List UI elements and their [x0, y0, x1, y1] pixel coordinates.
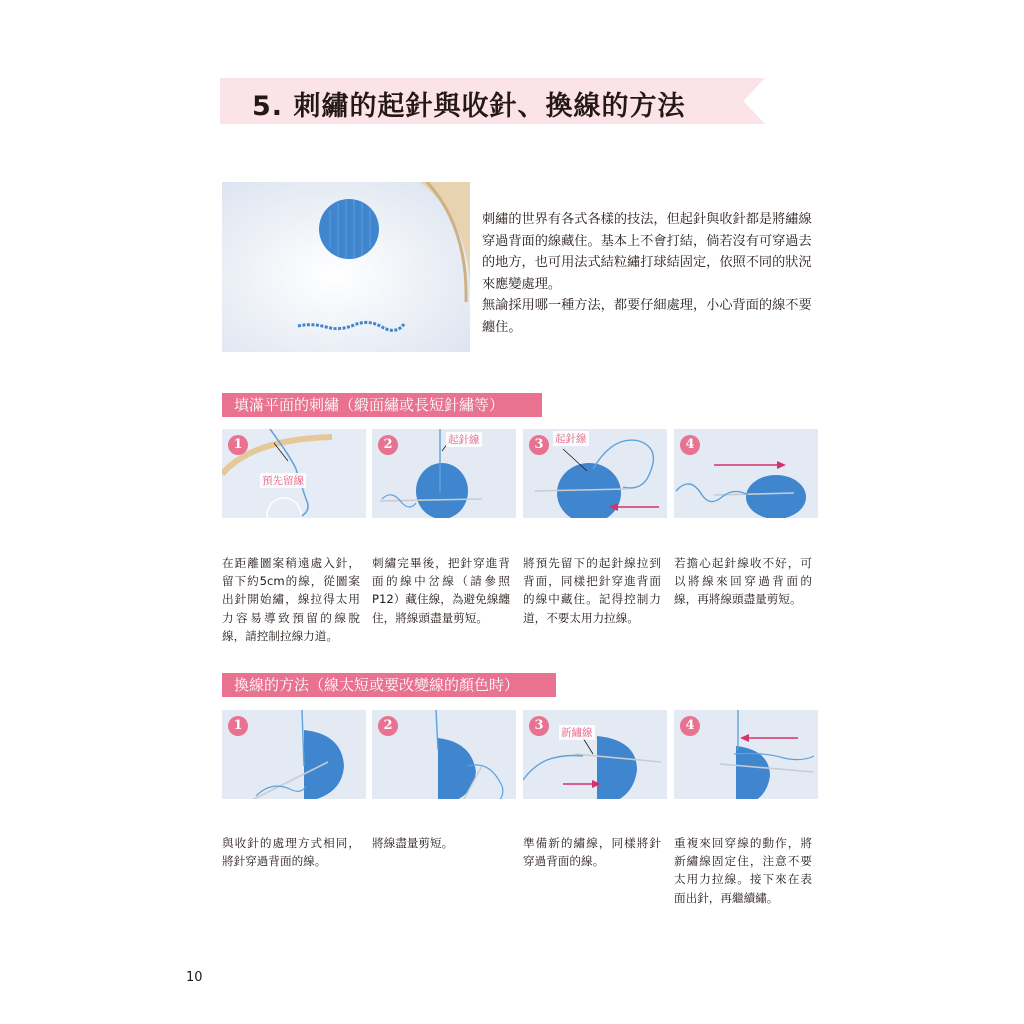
photo-label-start-thread: 起針線 [555, 433, 587, 445]
step-number: 4 [680, 435, 700, 455]
photo-label-start-thread: 起針線 [448, 434, 480, 446]
intro-text [482, 209, 818, 338]
intro-paragraph-2: 無論採用哪一種方法，都要仔細處理，小心背面的線不要纏住。 [482, 298, 812, 335]
step-number: 3 [529, 435, 549, 455]
step-text-fill-1: 在距離圖案稍遠處入針，留下約5cm的線，從圖案出針開始繡，線拉得太用力容易導致預留的線脫線，請控制拉線力道。 [222, 556, 360, 643]
step-photo-fill-2 [372, 429, 516, 518]
step-photo-fill-1 [222, 429, 366, 518]
page-number: 10 [186, 970, 203, 985]
step-number: 2 [378, 716, 398, 736]
step-number: 4 [680, 716, 700, 736]
photo-label-prelaid-thread: 預先留線 [262, 475, 304, 487]
section-header-fill: 填滿平面的刺繡（緞面繡或長短針繡等） [222, 393, 542, 417]
step-text-fill-3: 將預先留下的起針線拉到背面，同樣把針穿進背面的線中藏住。記得控制力道，不要太用力拉線。 [523, 556, 661, 625]
step-text-change-2: 將線盡量剪短。 [372, 836, 454, 850]
step-number: 1 [228, 435, 248, 455]
step-text-change-1: 與收針的處理方式相同，將針穿過背面的線。 [222, 836, 360, 869]
step-photo-change-4 [674, 710, 818, 799]
step-photo-change-1 [222, 710, 366, 799]
page-title: 5. 刺繡的起針與收針、換線的方法 [252, 91, 686, 122]
step-text-change-3: 準備新的繡線，同樣將針穿過背面的線。 [523, 836, 661, 869]
section-header-change-thread: 換線的方法（線太短或要改變線的顏色時） [222, 673, 556, 697]
step-photo-fill-4 [674, 429, 818, 518]
step-text-change-4: 重複來回穿線的動作，將新繡線固定住，注意不要太用力拉線。接下來在表面出針，再繼續繡。 [674, 836, 812, 905]
step-photo-change-3 [523, 710, 667, 799]
step-number: 2 [378, 435, 398, 455]
step-photo-fill-3 [523, 429, 667, 518]
step-text-fill-4: 若擔心起針線收不好，可以將線來回穿過背面的線，再將線頭盡量剪短。 [674, 556, 812, 607]
step-number: 3 [529, 716, 549, 736]
step-photo-change-2 [372, 710, 516, 799]
intro-photo [222, 182, 470, 352]
step-text-fill-2: 刺繡完畢後，把針穿進背面的線中岔線（請參照P12）藏住線，為避免線纏住，將線頭盡量剪短。 [372, 556, 510, 625]
intro-paragraph-1: 刺繡的世界有各式各樣的技法，但起針與收針都是將繡線穿過背面的線藏住。基本上不會打結，倘若沒有可穿過去的地方，也可用法式結粒繡打球結固定，依照不同的狀況來應變處理。 [482, 212, 812, 292]
step-number: 1 [228, 716, 248, 736]
photo-label-new-thread: 新繡線 [561, 727, 593, 739]
